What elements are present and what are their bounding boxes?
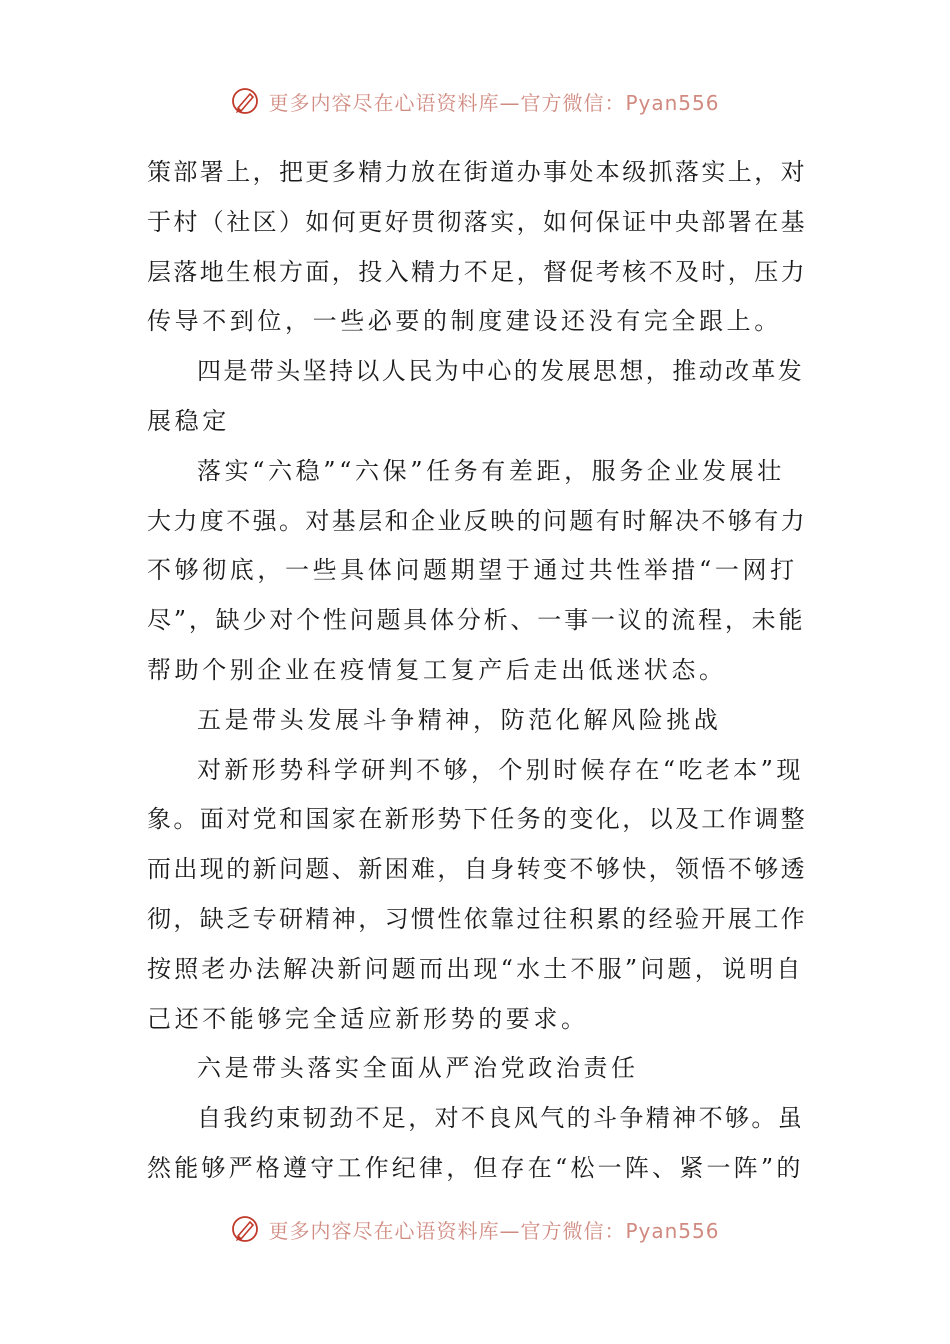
text-line: 于村（社区）如何更好贯彻落实，如何保证中央部署在基	[147, 207, 807, 236]
header-watermark	[0, 86, 950, 116]
text-line: 彻，缺乏专研精神，习惯性依靠过往积累的经验开展工作	[147, 904, 807, 933]
text-line: 传导不到位，一些必要的制度建设还没有完全跟上。	[147, 307, 782, 336]
text-line: 象。面对党和国家在新形势下任务的变化，以及工作调整	[147, 805, 807, 834]
footer-watermark	[0, 1214, 950, 1244]
pen-logo-icon	[230, 1214, 260, 1244]
text-line: 然能够严格遵守工作纪律，但存在“松一阵、紧一阵”的	[147, 1153, 804, 1182]
text-line: 己还不能够完全适应新形势的要求。	[147, 1004, 589, 1033]
text-line: 六是带头落实全面从严治党政治责任	[197, 1054, 639, 1083]
text-line: 而出现的新问题、新困难，自身转变不够快，领悟不够透	[147, 855, 807, 884]
watermark-text: 更多内容尽在心语资料库—官方微信：Pyan556	[268, 1218, 720, 1243]
document-body	[147, 148, 807, 1194]
pen-logo-icon	[230, 86, 260, 116]
text-line: 对新形势科学研判不够，个别时候存在“吃老本”现	[197, 755, 804, 784]
text-line: 策部署上，把更多精力放在街道办事处本级抓落实上，对	[147, 158, 807, 186]
text-line: 尽”，缺少对个性问题具体分析、一事一议的流程，未能	[147, 606, 806, 635]
text-line: 展稳定	[147, 406, 230, 435]
text-line: 落实“六稳”“六保”任务有差距，服务企业发展壮	[197, 456, 785, 485]
text-line: 自我约束韧劲不足，对不良风气的斗争精神不够。虽	[197, 1104, 805, 1133]
watermark-text: 更多内容尽在心语资料库—官方微信：Pyan556	[268, 90, 720, 115]
text-line: 四是带头坚持以人民为中心的发展思想，推动改革发	[197, 357, 805, 386]
text-line: 不够彻底，一些具体问题期望于通过共性举措“一网打	[147, 556, 798, 585]
text-line: 五是带头发展斗争精神，防范化解风险挑战	[197, 705, 722, 734]
text-line: 层落地生根方面，投入精力不足，督促考核不及时，压力	[147, 257, 807, 286]
text-line: 帮助个别企业在疫情复工复产后走出低迷状态。	[147, 655, 727, 684]
text-line: 大力度不强。对基层和企业反映的问题有时解决不够有力	[147, 506, 807, 535]
text-line: 按照老办法解决新问题而出现“水土不服”问题，说明自	[147, 954, 804, 983]
